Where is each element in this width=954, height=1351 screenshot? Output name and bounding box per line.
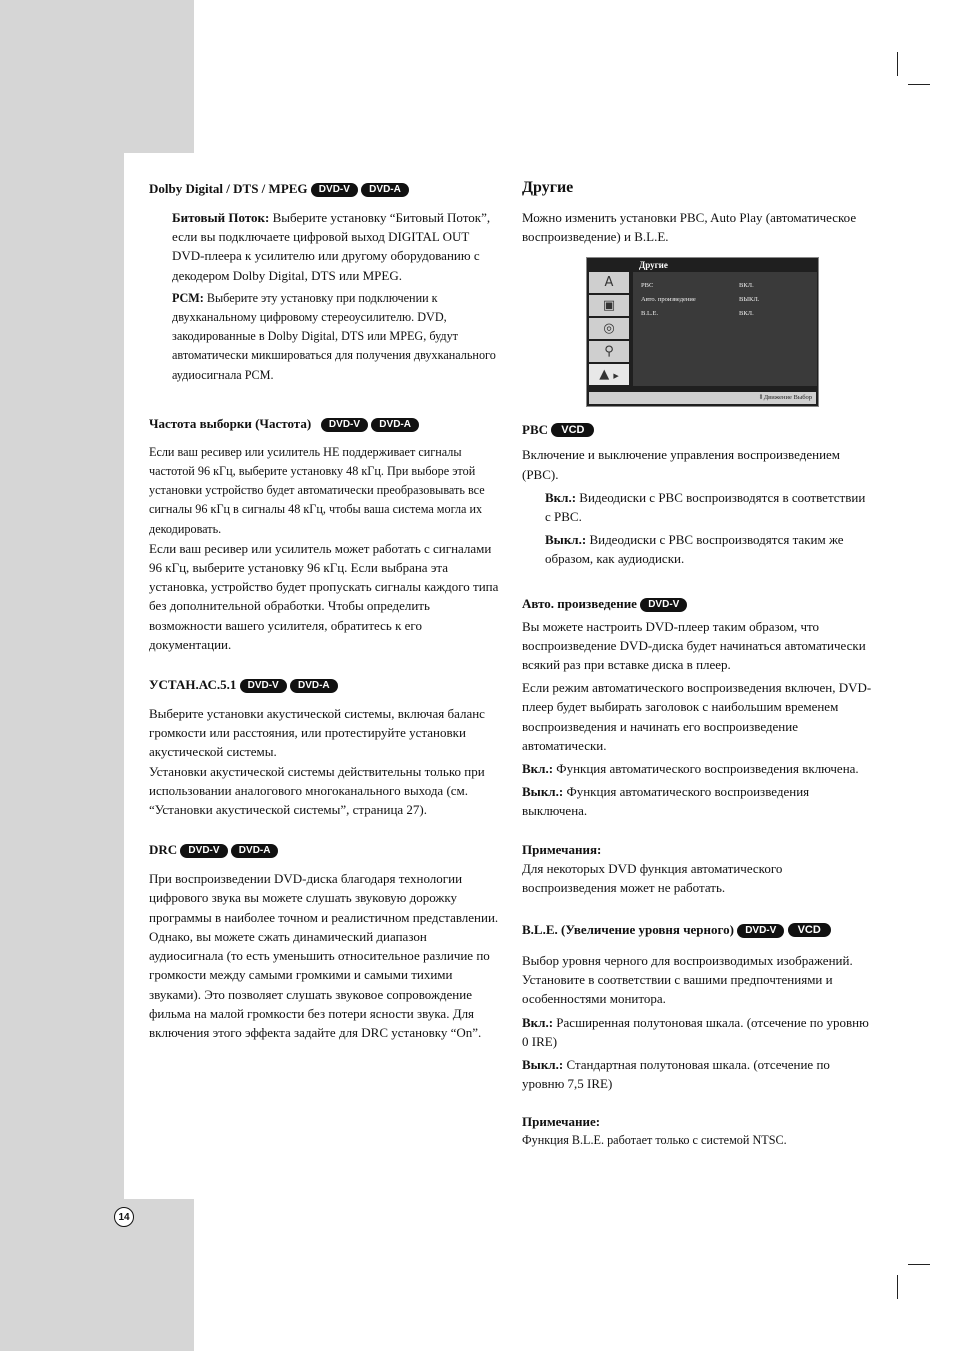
section-heading: B.L.E. (Увеличение уровня черного) DVD-V VCD	[522, 921, 874, 939]
page-margin-band-top	[0, 0, 194, 153]
option-label: Битовый Поток:	[172, 210, 270, 225]
menu-footer: ⇕Движение Выбор	[589, 392, 816, 404]
option-label: Выкл.:	[522, 784, 564, 800]
dvd-v-badge: DVD-V	[180, 844, 227, 858]
option-text: Выберите эту установку при подключении к двухканальному цифровому стереоусилителю. DVD, закодированные в Dolby Digital, DTS или MPEG, будут автоматически микшироваться для получения двухканального аудиосигнала PCM.	[172, 290, 496, 382]
menu-row-label: Авто. произведение	[641, 296, 696, 304]
paragraph: Выбор уровня черного для воспроизводимых изображений. Установите в соответствии с вашими предпочтениями и особенностями монитора.	[522, 953, 853, 1007]
pbc-on-option: Вкл.: Видеодиски с PBC воспроизводятся в соответствии с PBC.	[545, 489, 866, 525]
paragraph: Если ваш ресивер или усилитель НЕ поддерживает сигналы частотой 96 кГц, выберите установку 48 кГц. При выборе этой установки устройство будет автоматически преобразовывать все сигналы 96 кГц в сигналы 48 кГц, чтобы ваша система могла их декодировать.	[149, 444, 485, 536]
menu-row-value: ВЫКЛ.	[739, 296, 760, 304]
paragraph: Вы можете настроить DVD-плеер таким образом, что воспроизведение DVD-диска будет начинаться автоматически всякий раз при вставке диска в плеер.	[522, 618, 866, 673]
paragraph: При воспроизведении DVD-диска благодаря технологии цифрового звука вы можете слушать звуковую дорожку программы в наиболее точном и реалистичном представлении. Однако, вы можете сжать динамический диапазон аудиосигнала (то есть уменьшить относительное различие по громкости между самыми громкими и самыми тихими звуками). Это позволяет слушать звуковое сопровождение фильма на малой громкости без потери ясности звука. Для включения этого эффекта задайте для DRC установку “On”.	[149, 871, 499, 1040]
menu-panel	[633, 272, 817, 386]
option-label: Выкл.:	[545, 532, 587, 548]
others-section	[522, 178, 874, 246]
pcm-option	[172, 289, 501, 385]
option-text: Выберите установку “Битовый Поток”, если вы подключаете цифровой выход DIGITAL OUT DVD-плеера к усилителю или другому оборудованию с декодером Dolby Digital, DTS или MPEG.	[172, 210, 491, 283]
autoplay-section	[522, 595, 874, 897]
crop-mark	[908, 84, 930, 85]
page-margin-band-bottom	[0, 1199, 194, 1351]
section-heading: DRC DVD-V DVD-A	[149, 841, 501, 859]
menu-row-label: PBC	[641, 282, 654, 290]
others-menu-screenshot	[586, 257, 819, 407]
speaker-setup-section	[149, 676, 501, 819]
dvd-v-badge: DVD-V	[240, 679, 287, 693]
bitstream-option	[172, 208, 501, 285]
menu-title: Другие	[639, 260, 668, 271]
dvd-v-badge: DVD-V	[321, 418, 368, 432]
menu-sidebar	[589, 272, 631, 390]
section-title: Другие	[522, 179, 574, 196]
option-label: Вкл.:	[545, 489, 577, 505]
option-label: Вкл.:	[522, 1014, 554, 1030]
menu-row-value: ВКЛ.	[739, 282, 754, 290]
menu-row-label: B.L.E.	[641, 310, 659, 318]
paragraph: Если ваш ресивер или усилитель может работать с сигналами 96 кГц, выберите установку 96 кГц. Если выбрана эта установка, устройство будет пропускать сигналы каждого типа без дополнительной обработки. Чтобы определить возможности вашего усилителя, обратитесь к его документации.	[149, 540, 499, 652]
dvd-a-badge: DVD-A	[290, 679, 338, 693]
ble-off-option: Выкл.: Стандартная полутоновая шкала. (отсечение по уровню 7,5 IRE)	[522, 1057, 830, 1092]
ble-section	[522, 921, 874, 1151]
dolby-section	[149, 180, 501, 385]
crop-mark	[908, 1264, 930, 1265]
note-text: Функция B.L.E. работает только с системой NTSC.	[522, 1133, 787, 1148]
paragraph: Установки акустической системы действительны только при использовании аналогового многоканального выхода (см. “Установки акустической системы”, страница 27).	[149, 763, 485, 818]
section-heading: Dolby Digital / DTS / MPEG DVD-V DVD-A	[149, 180, 501, 198]
dvd-a-badge: DVD-A	[371, 418, 419, 432]
paragraph: Можно изменить установки PBC, Auto Play (автоматическое воспроизведение) и B.L.E.	[522, 210, 857, 245]
left-column	[149, 180, 501, 1042]
display-icon: ▣	[589, 295, 629, 316]
pbc-section	[522, 421, 874, 568]
page-margin-band-left	[0, 153, 124, 1199]
drc-section	[149, 841, 501, 1042]
option-label: Вкл.:	[522, 761, 554, 777]
right-column	[522, 178, 874, 1151]
section-heading: Частота выборки (Частота) DVD-V DVD-A	[149, 415, 501, 433]
notes-heading: Примечания:	[522, 841, 602, 857]
others-icon: ▲ ▶	[589, 364, 629, 385]
vcd-badge: VCD	[788, 923, 831, 937]
dvd-a-badge: DVD-A	[361, 183, 409, 197]
note-heading: Примечание:	[522, 1114, 601, 1130]
option-label: Выкл.:	[522, 1057, 564, 1073]
menu-row-value: ВКЛ.	[739, 310, 754, 318]
crop-mark	[897, 1275, 898, 1299]
paragraph: Выберите установки акустической системы, включая баланс громкости или расстояния, или протестируйте установки акустической системы.	[149, 706, 485, 760]
page-number: 14	[114, 1207, 134, 1227]
section-heading: Авто. произведение DVD-V	[522, 595, 874, 613]
paragraph: Включение и выключение управления воспроизведением (PBC).	[522, 447, 841, 482]
dvd-v-badge: DVD-V	[640, 598, 687, 612]
section-heading: УСТАН.АС.5.1 DVD-V DVD-A	[149, 676, 501, 694]
dvd-a-badge: DVD-A	[231, 844, 279, 858]
pbc-off-option: Выкл.: Видеодиски с PBC воспроизводятся таким же образом, как аудиодиски.	[545, 532, 844, 567]
language-icon: A	[589, 272, 629, 293]
ble-on-option: Вкл.: Расширенная полутоновая шкала. (отсечение по уровню 0 IRE)	[522, 1014, 869, 1049]
move-arrows-icon: ⇕	[758, 394, 764, 402]
autoplay-off-option: Выкл.: Функция автоматического воспроизведения выключена.	[522, 784, 810, 819]
crop-mark	[897, 52, 898, 76]
autoplay-on-option: Вкл.: Функция автоматического воспроизведения включена.	[522, 761, 859, 777]
audio-icon: ◎	[589, 318, 629, 339]
paragraph: Если режим автоматического воспроизведения включен, DVD-плеер будет выбирать заголовок с наибольшим временем воспроизведения и начинать его воспроизведение автоматически.	[522, 680, 872, 753]
section-heading: PBC VCD	[522, 421, 874, 439]
notes-text: Для некоторых DVD функция автоматического воспроизведения может не работать.	[522, 860, 783, 895]
vcd-badge: VCD	[551, 423, 594, 437]
dvd-v-badge: DVD-V	[737, 924, 784, 938]
dvd-v-badge: DVD-V	[311, 183, 358, 197]
lock-icon: ⚲	[589, 341, 629, 362]
option-label: PCM:	[172, 290, 204, 305]
sample-frequency-section	[149, 415, 501, 654]
